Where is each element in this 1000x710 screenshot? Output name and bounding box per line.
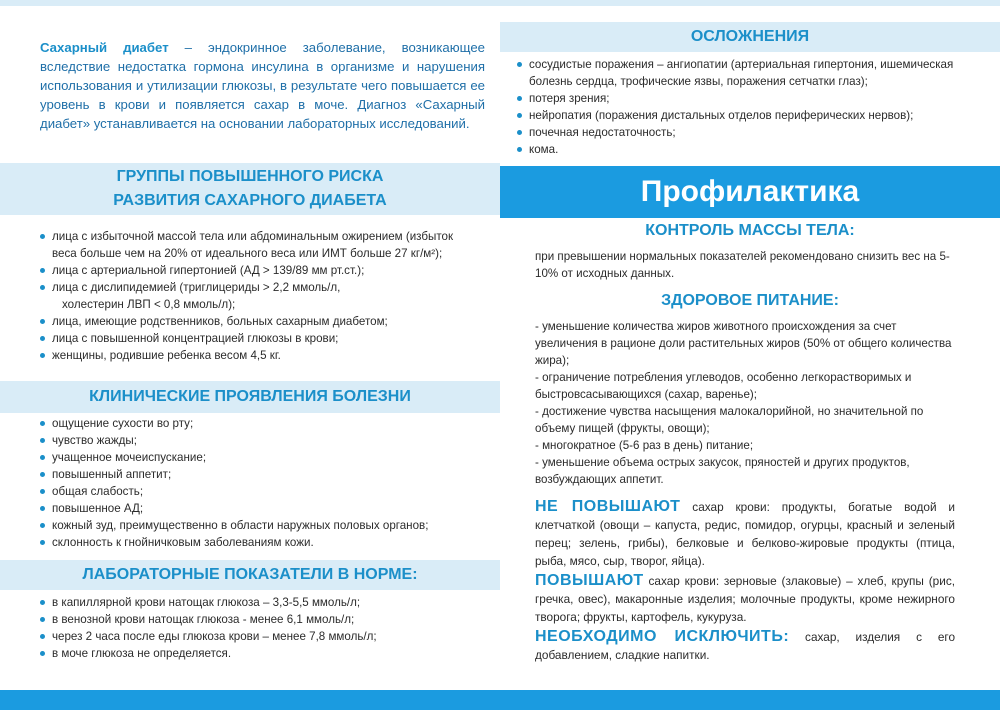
clinical-title: КЛИНИЧЕСКИЕ ПРОЯВЛЕНИЯ БОЛЕЗНИ	[89, 388, 411, 405]
list-item-text: склонность к гнойничковым заболеваниям кожи.	[52, 536, 314, 549]
list-item-text: учащенное мочеиспускание;	[52, 451, 207, 464]
list-item	[515, 107, 965, 124]
intro-text: – эндокринное заболевание, возникающее вследствие недостатка гормона инсулина в организме и нарушения использования и утилизации глюкозы, в результате чего повышается ее уровень в крови и появляется сахар в моче. Диагноз «Сахарный диабет» устанавливается на основании лабораторных исследований.	[40, 40, 485, 131]
list-item-text: через 2 часа после еды глюкоза крови – менее 7,8 ммоль/л;	[52, 630, 377, 643]
list-item	[38, 330, 478, 347]
intro-term: Сахарный диабет	[40, 40, 169, 55]
list-item-text: в моче глюкоза не определяется.	[52, 647, 232, 660]
list-item-text: лица с повышенной концентрацией глюкозы в крови;	[52, 332, 339, 345]
list-item	[515, 90, 965, 107]
list-item-text: нейропатия (поражения дистальных отделов периферических нервов);	[529, 109, 914, 122]
list-item-text: лица, имеющие родственников, больных сахарным диабетом;	[52, 315, 388, 328]
list-item-text: повышенное АД;	[52, 502, 144, 515]
healthy-nutrition-heading: ЗДОРОВОЕ ПИТАНИЕ:	[661, 292, 839, 309]
list-item-text: женщины, родившие ребенка весом 4,5 кг.	[52, 349, 281, 362]
weight-control-heading: КОНТРОЛЬ МАССЫ ТЕЛА:	[645, 222, 855, 239]
list-item-text: кома.	[529, 143, 559, 156]
risk-groups-title: ГРУППЫ ПОВЫШЕННОГО РИСКА РАЗВИТИЯ САХАРНОГО ДИАБЕТА	[113, 168, 387, 209]
list-item	[38, 594, 483, 611]
list-item-text: кожный зуд, преимущественно в области наружных половых органов;	[52, 519, 429, 532]
list-item-text: ощущение сухости во рту;	[52, 417, 194, 430]
nutrition-item: - многократное (5-6 раз в день) питание;	[535, 439, 754, 452]
list-item-text: сосудистые поражения – ангиопатии (артериальная гипертония, ишемическая болезнь сердца, трофические язвы, поражения сетчатки глаз);	[529, 58, 954, 88]
list-item	[38, 534, 483, 551]
complications-list	[515, 56, 965, 158]
prevention-title: Профилактика	[640, 175, 860, 208]
list-item	[38, 517, 483, 534]
list-item-text: в капиллярной крови натощак глюкоза – 3,3-5,5 ммоль/л;	[52, 596, 361, 609]
nutrition-item: - уменьшение количества жиров животного происхождения за счет увеличения в рационе доли растительных жиров (50% от общего количества жира);	[535, 320, 952, 367]
clinical-heading	[0, 381, 500, 413]
list-item-text: повышенный аппетит;	[52, 468, 172, 481]
list-item	[38, 611, 483, 628]
nutrition-item: - уменьшение объема острых закусок, пряностей и других продуктов, возбуждающих аппетит.	[535, 456, 910, 486]
list-item-text: лица с артериальной гипертонией (АД > 139/89 мм рт.ст.);	[52, 264, 365, 277]
nutrition-item: - ограничение потребления углеводов, особенно легкорастворимых и быстровсасывающихся (сахар, варенье);	[535, 371, 912, 401]
list-item	[38, 279, 478, 313]
list-item-text: общая слабость;	[52, 485, 144, 498]
raise-text: сахар крови: зерновые (злаковые) – хлеб, крупы (рис, гречка, овес), макаронные изделия; молочные продукты, кроме нежирного творога; фрукты, картофель, кукуруза.	[535, 574, 955, 624]
risk-groups-heading	[0, 163, 500, 215]
complications-heading	[500, 22, 1000, 52]
raise-keyword: ПОВЫШАЮТ	[535, 572, 644, 589]
list-item	[38, 466, 483, 483]
list-item	[515, 124, 965, 141]
list-item	[515, 141, 965, 158]
list-item-text: потеря зрения;	[529, 92, 610, 105]
list-item	[38, 347, 478, 364]
weight-control-text: при превышении нормальных показателей рекомендовано снизить вес на 5-10% от исходных данных.	[535, 250, 950, 280]
list-item-text: чувство жажды;	[52, 434, 137, 447]
complications-title: ОСЛОЖНЕНИЯ	[690, 28, 810, 45]
exclude-paragraph	[535, 628, 955, 664]
list-item	[38, 415, 483, 432]
risk-groups-list	[38, 228, 478, 364]
list-item-text: почечная недостаточность;	[529, 126, 676, 139]
clinical-list	[38, 415, 483, 551]
nutrition-list	[535, 318, 955, 488]
list-item	[38, 645, 483, 662]
list-item	[38, 228, 478, 262]
list-item	[515, 56, 965, 90]
bottom-stripe	[0, 690, 1000, 710]
list-item-text: лица с дислипидемией (триглицериды > 2,2 ммоль/л,	[52, 281, 341, 294]
list-item	[38, 500, 483, 517]
no-raise-text: сахар крови: продукты, богатые водой и клетчаткой (овощи – капуста, редис, помидор, огурцы, красный и зеленый перец; зелень, грибы), белковые и белково-жировые продукты (птица, рыба, мясо, сыр, творог, яйца).	[535, 500, 956, 568]
lab-title: ЛАБОРАТОРНЫЕ ПОКАЗАТЕЛИ В НОРМЕ:	[82, 566, 418, 583]
no-raise-keyword: НЕ ПОВЫШАЮТ	[535, 498, 681, 515]
list-item	[38, 262, 478, 279]
list-item	[38, 628, 483, 645]
no-raise-paragraph	[535, 498, 955, 570]
raise-paragraph	[535, 572, 955, 626]
lab-list	[38, 594, 483, 662]
intro-paragraph	[40, 38, 485, 133]
list-item-continuation: холестерин ЛВП < 0,8 ммоль/л);	[62, 298, 236, 311]
exclude-text: сахар, изделия с его добавлением, сладкие напитки.	[535, 630, 956, 662]
list-item	[38, 483, 483, 500]
nutrition-item: - достижение чувства насыщения малокалорийной, но значительной по объему пищей (фрукты, овощи);	[535, 405, 924, 435]
prevention-banner	[500, 166, 1000, 218]
list-item-text: лица с избыточной массой тела или абдоминальным ожирением (избыток веса больше чем на 20% от идеального веса или ИМТ больше 27 кг/м²);	[52, 230, 454, 260]
exclude-keyword: НЕОБХОДИМО ИСКЛЮЧИТЬ:	[535, 628, 790, 645]
lab-heading	[0, 560, 500, 590]
list-item	[38, 313, 478, 330]
top-stripe	[0, 0, 1000, 6]
list-item	[38, 432, 483, 449]
list-item	[38, 449, 483, 466]
list-item-text: в венозной крови натощак глюкоза - менее 6,1 ммоль/л;	[52, 613, 355, 626]
